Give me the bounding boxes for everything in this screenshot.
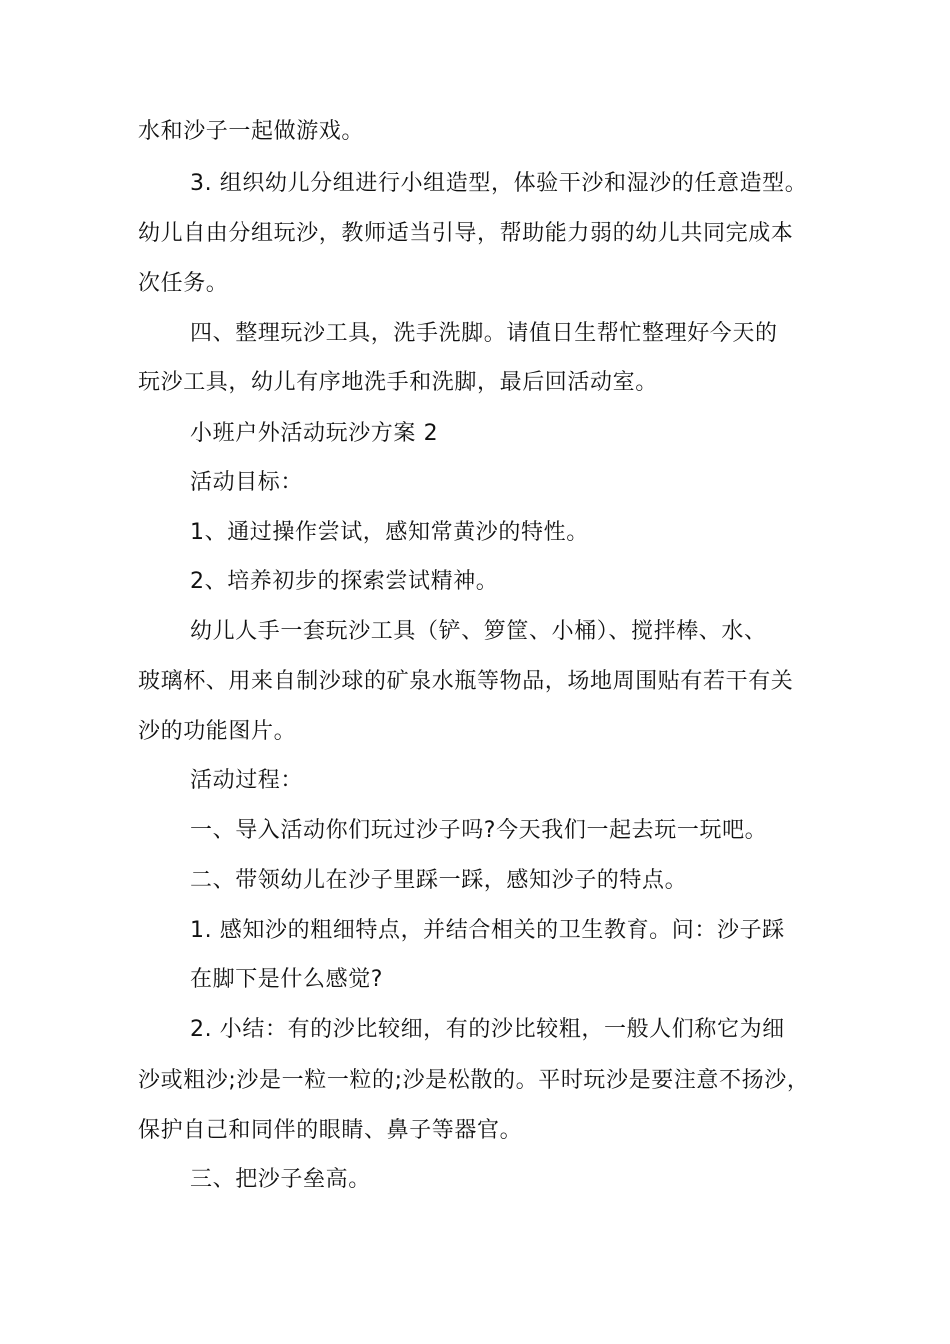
text-line: 玩沙工具，幼儿有序地洗手和洗脚，最后回活动室。: [138, 370, 658, 395]
text-line: 四、整理玩沙工具，洗手洗脚。请值日生帮忙整理好今天的: [190, 321, 778, 346]
text-line: 三、把沙子垒高。: [190, 1167, 371, 1192]
text-line: 二、带领幼儿在沙子里踩一踩，感知沙子的特点。: [190, 868, 688, 893]
text-line: 一、导入活动你们玩过沙子吗?今天我们一起去玩一玩吧。: [190, 818, 768, 843]
text-line: 在脚下是什么感觉?: [190, 967, 384, 992]
section-title: 小班户外活动玩沙方案 2: [190, 421, 439, 446]
text-line: 水和沙子一起做游戏。: [138, 119, 365, 144]
text-line: 次任务。: [138, 271, 229, 296]
text-line: 2、培养初步的探索尝试精神。: [190, 569, 499, 594]
text-line: 沙的功能图片。: [138, 719, 297, 744]
text-line: 1、通过操作尝试，感知常黄沙的特性。: [190, 520, 589, 545]
text-line: 2. 小结：有的沙比较细，有的沙比较粗，一般人们称它为细: [190, 1017, 785, 1042]
text-line: 沙或粗沙;沙是一粒一粒的;沙是松散的。平时玩沙是要注意不扬沙，: [138, 1068, 810, 1093]
text-line: 1. 感知沙的粗细特点，并结合相关的卫生教育。问：沙子踩: [190, 918, 785, 943]
text-line: 活动目标：: [190, 470, 304, 495]
text-line: 玻璃杯、用来自制沙球的矿泉水瓶等物品，场地周围贴有若干有关: [138, 669, 794, 694]
text-line: 保护自己和同伴的眼睛、鼻子等器官。: [138, 1118, 523, 1143]
text-line: 活动过程：: [190, 768, 304, 793]
text-line: 3. 组织幼儿分组进行小组造型，体验干沙和湿沙的任意造型。: [190, 171, 808, 196]
text-line: 幼儿人手一套玩沙工具（铲、箩筐、小桶）、搅拌棒、水、: [190, 619, 767, 644]
text-line: 幼儿自由分组玩沙，教师适当引导，帮助能力弱的幼儿共同完成本: [138, 221, 794, 246]
